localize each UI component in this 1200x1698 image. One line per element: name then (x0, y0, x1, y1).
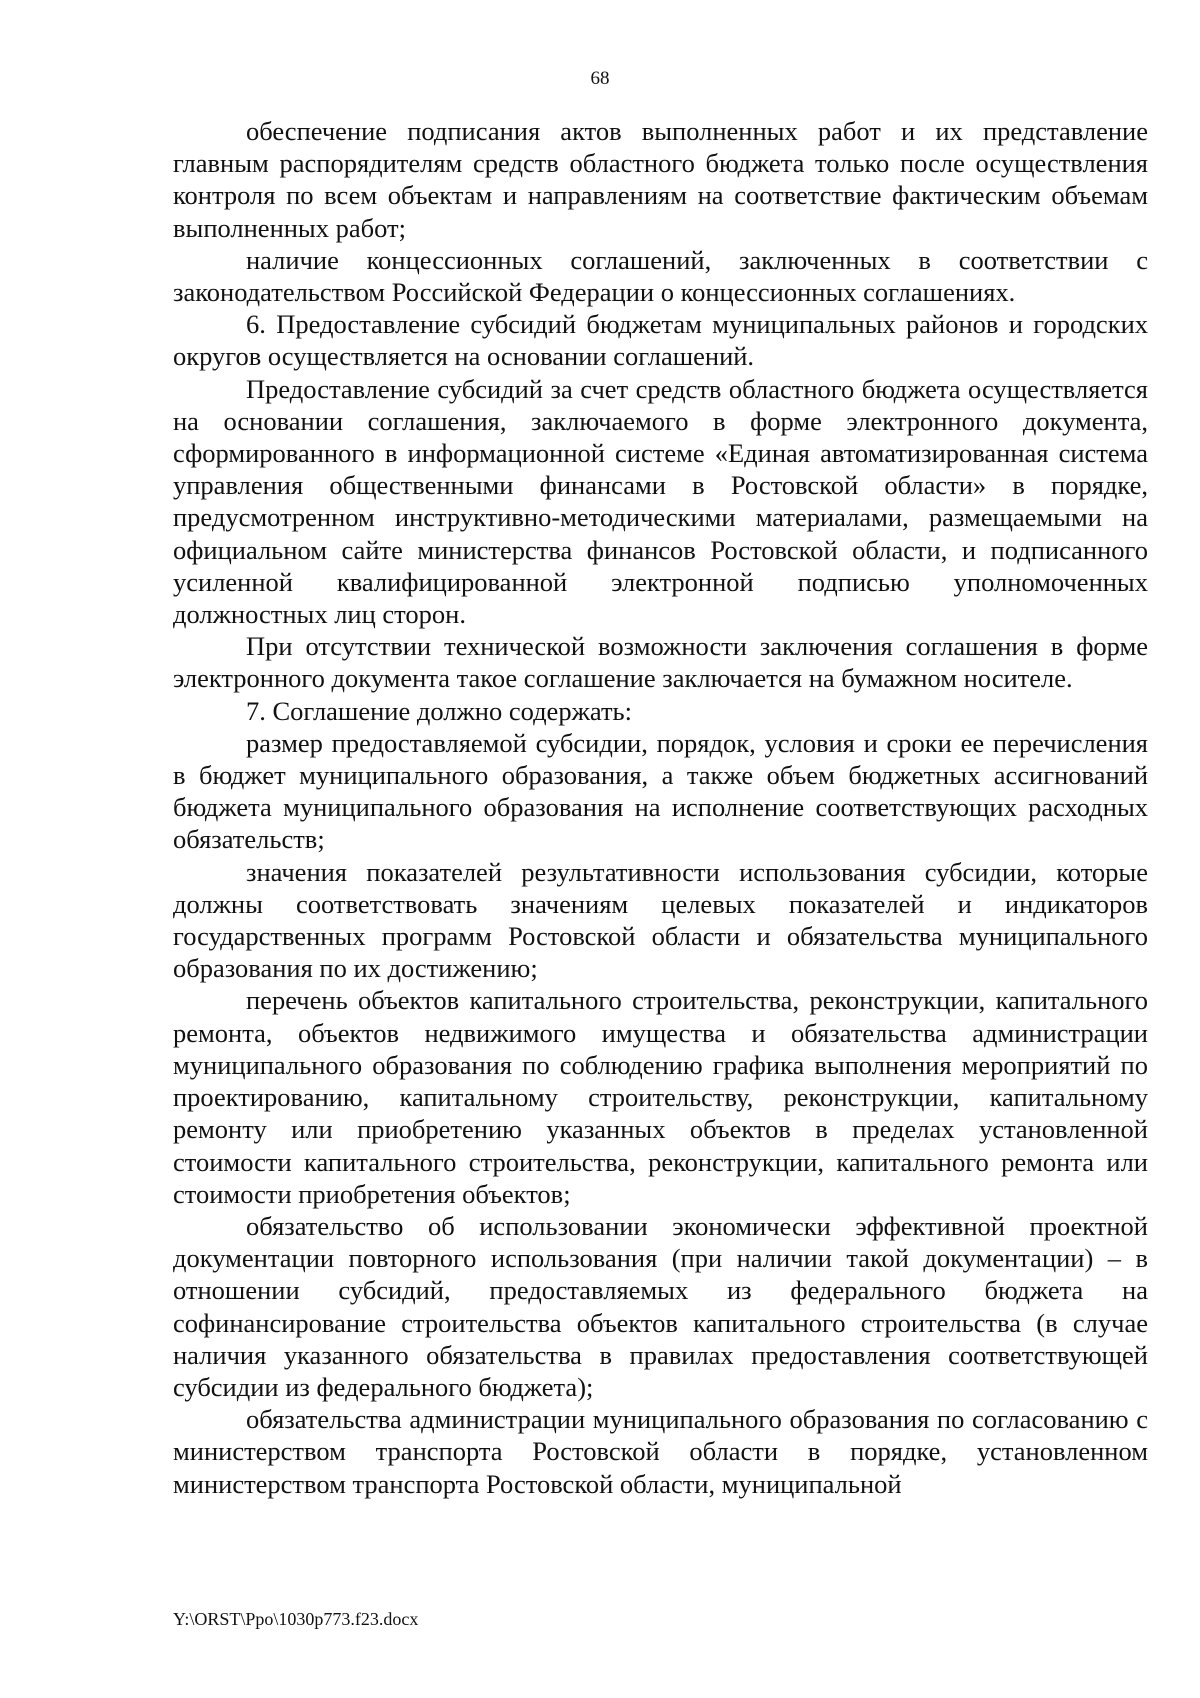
page-number: 68 (590, 68, 610, 89)
paragraph-3: 6. Предоставление субсидий бюджетам муниципальных районов и городских округов осуществляется на основании соглашений. (173, 309, 1148, 372)
paragraph-7: размер предоставляемой субсидии, порядок, условия и сроки ее перечисления в бюджет муниципального образования, а также объем бюджетных ассигнований бюджета муниципального образования на исполнение соответствующих расходных обязательств; (173, 727, 1148, 855)
paragraph-5: При отсутствии технической возможности заключения соглашения в форме электронного документа такое соглашение заключается на бумажном носителе. (173, 631, 1148, 694)
document-body (173, 115, 1148, 1500)
paragraph-11: обязательства администрации муниципального образования по согласованию с министерством транспорта Ростовской области в порядке, установленном министерством транспорта Ростовской области, муниципальной (173, 1404, 1148, 1499)
paragraph-1: обеспечение подписания актов выполненных работ и их представление главным распорядителям средств областного бюджета только после осуществления контроля по всем объектам и направлениям на соответствие фактическим объемам выполненных работ; (173, 116, 1148, 243)
paragraph-10: обязательство об использовании экономически эффективной проектной документации повторного использования (при наличии такой документации) – в отношении субсидий, предоставляемых из федерального бюджета на софинансирование строительства объектов капитального строительства (в случае наличия указанного обязательства в правилах предоставления соответствующей субсидии из федерального бюджета); (173, 1210, 1148, 1402)
paragraph-9: перечень объектов капитального строительства, реконструкции, капитального ремонта, объектов недвижимого имущества и обязательства администрации муниципального образования по соблюдению графика выполнения мероприятий по проектированию, капитальному строительству, реконструкции, капитальному ремонту или приобретению указанных объектов в пределах установленной стоимости капитального строительства, реконструкции, капитального ремонта или стоимости приобретения объектов; (173, 985, 1148, 1209)
paragraph-2: наличие концессионных соглашений, заключенных в соответствии с законодательством Российской Федерации о концессионных соглашениях. (173, 244, 1148, 308)
footer-file-path: Y:\ORST\Ppo\1030p773.f23.docx (173, 1609, 419, 1629)
paragraph-4: Предоставление субсидий за счет средств областного бюджета осуществляется на основании соглашения, заключаемого в форме электронного документа, сформированного в информационной системе «Единая автоматизированная система управления общественными финансами в Ростовской области» в порядке, предусмотренном инструктивно-методическими материалами, размещаемыми на официальном сайте министерства финансов Ростовской области, и подписанного усиленной квалифицированной электронной подписью уполномоченных должностных лиц сторон. (173, 373, 1148, 630)
paragraph-6: 7. Соглашение должно содержать: (246, 695, 632, 726)
paragraph-8: значения показателей результативности использования субсидии, которые должны соответствовать значениям целевых показателей и индикаторов государственных программ Ростовской области и обязательства муниципального образования по их достижению; (173, 856, 1148, 984)
